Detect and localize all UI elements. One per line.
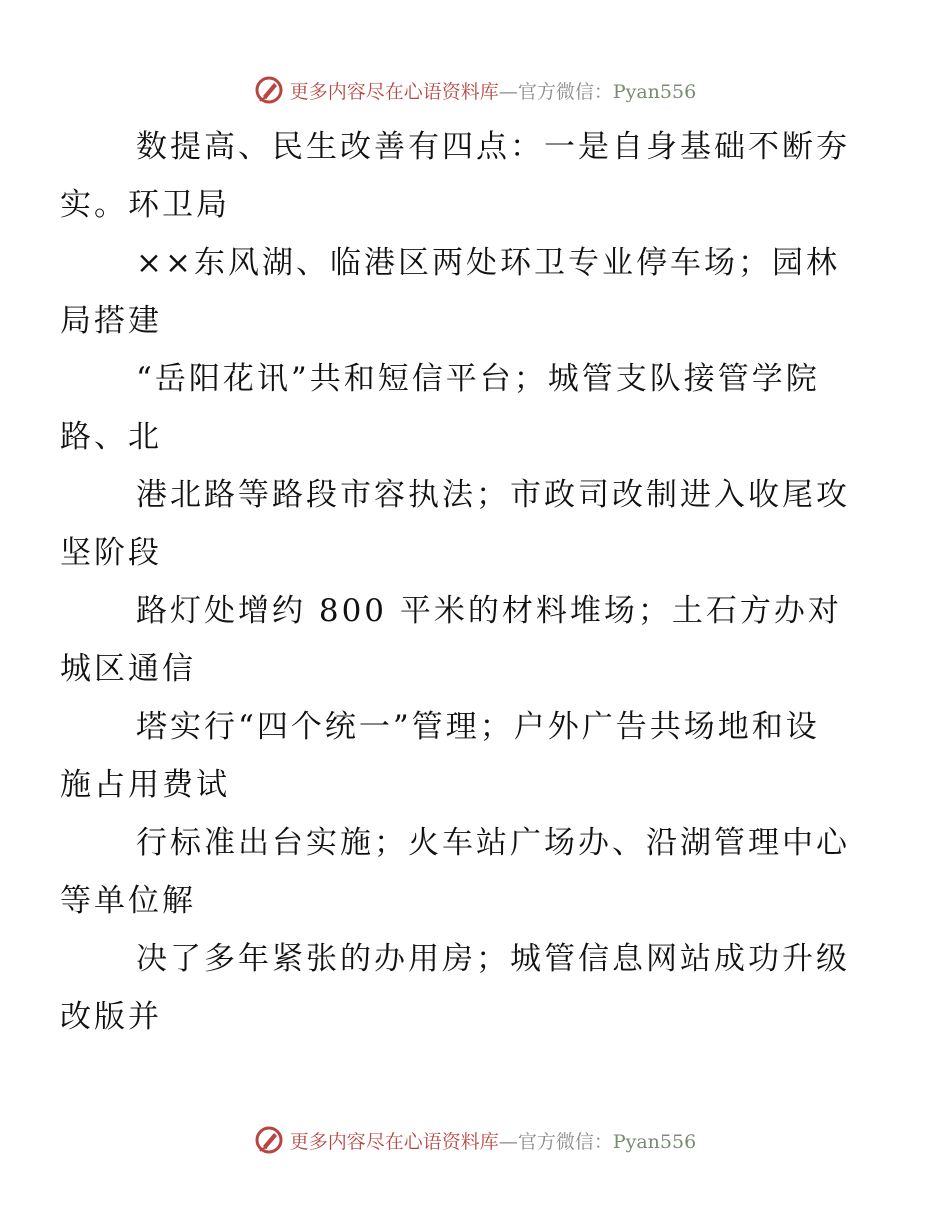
paragraph: 决了多年紧张的办用房；城管信息网站成功升级 改版并: [60, 941, 850, 1035]
paragraph: 路灯处增约 800 平米的材料堆场；土石方办对 城区通信: [60, 593, 842, 687]
watermark-brand: 更多内容尽在心语资料库: [289, 80, 499, 103]
pen-logo-icon: [254, 1125, 284, 1155]
watermark-text: [290, 77, 696, 104]
pen-logo-icon: [254, 75, 284, 105]
document-body: [60, 118, 858, 1046]
paragraph: ××东风湖、临港区两处环卫专业停车场；园林 局搭建: [60, 245, 840, 339]
paragraph: 塔实行“四个统一”管理；户外广告共场地和设 施占用费试: [60, 709, 820, 803]
watermark-wechat-label: 官方微信：: [517, 1130, 613, 1153]
paragraph: 行标准出台实施；火车站广场办、沿湖管理中心 等单位解: [60, 825, 850, 919]
paragraph: 港北路等路段市容执法；市政司改制进入收尾攻 坚阶段: [60, 477, 850, 571]
watermark-wechat-id: Pyan556: [612, 1130, 697, 1153]
paragraph: “岳阳花讯”共和短信平台；城管支队接管学院 路、北: [60, 361, 820, 455]
watermark-wechat-label: 官方微信：: [517, 80, 613, 103]
watermark-wechat-id: Pyan556: [612, 80, 697, 103]
watermark-brand: 更多内容尽在心语资料库: [289, 1130, 499, 1153]
paragraph: 数提高、民生改善有四点：一是自身基础不断夯 实。环卫局: [60, 129, 850, 223]
watermark-text: [290, 1127, 696, 1154]
watermark-dash: —: [498, 1130, 518, 1153]
header-watermark: [0, 72, 950, 108]
watermark-dash: —: [498, 80, 518, 103]
footer-watermark: [0, 1122, 950, 1158]
